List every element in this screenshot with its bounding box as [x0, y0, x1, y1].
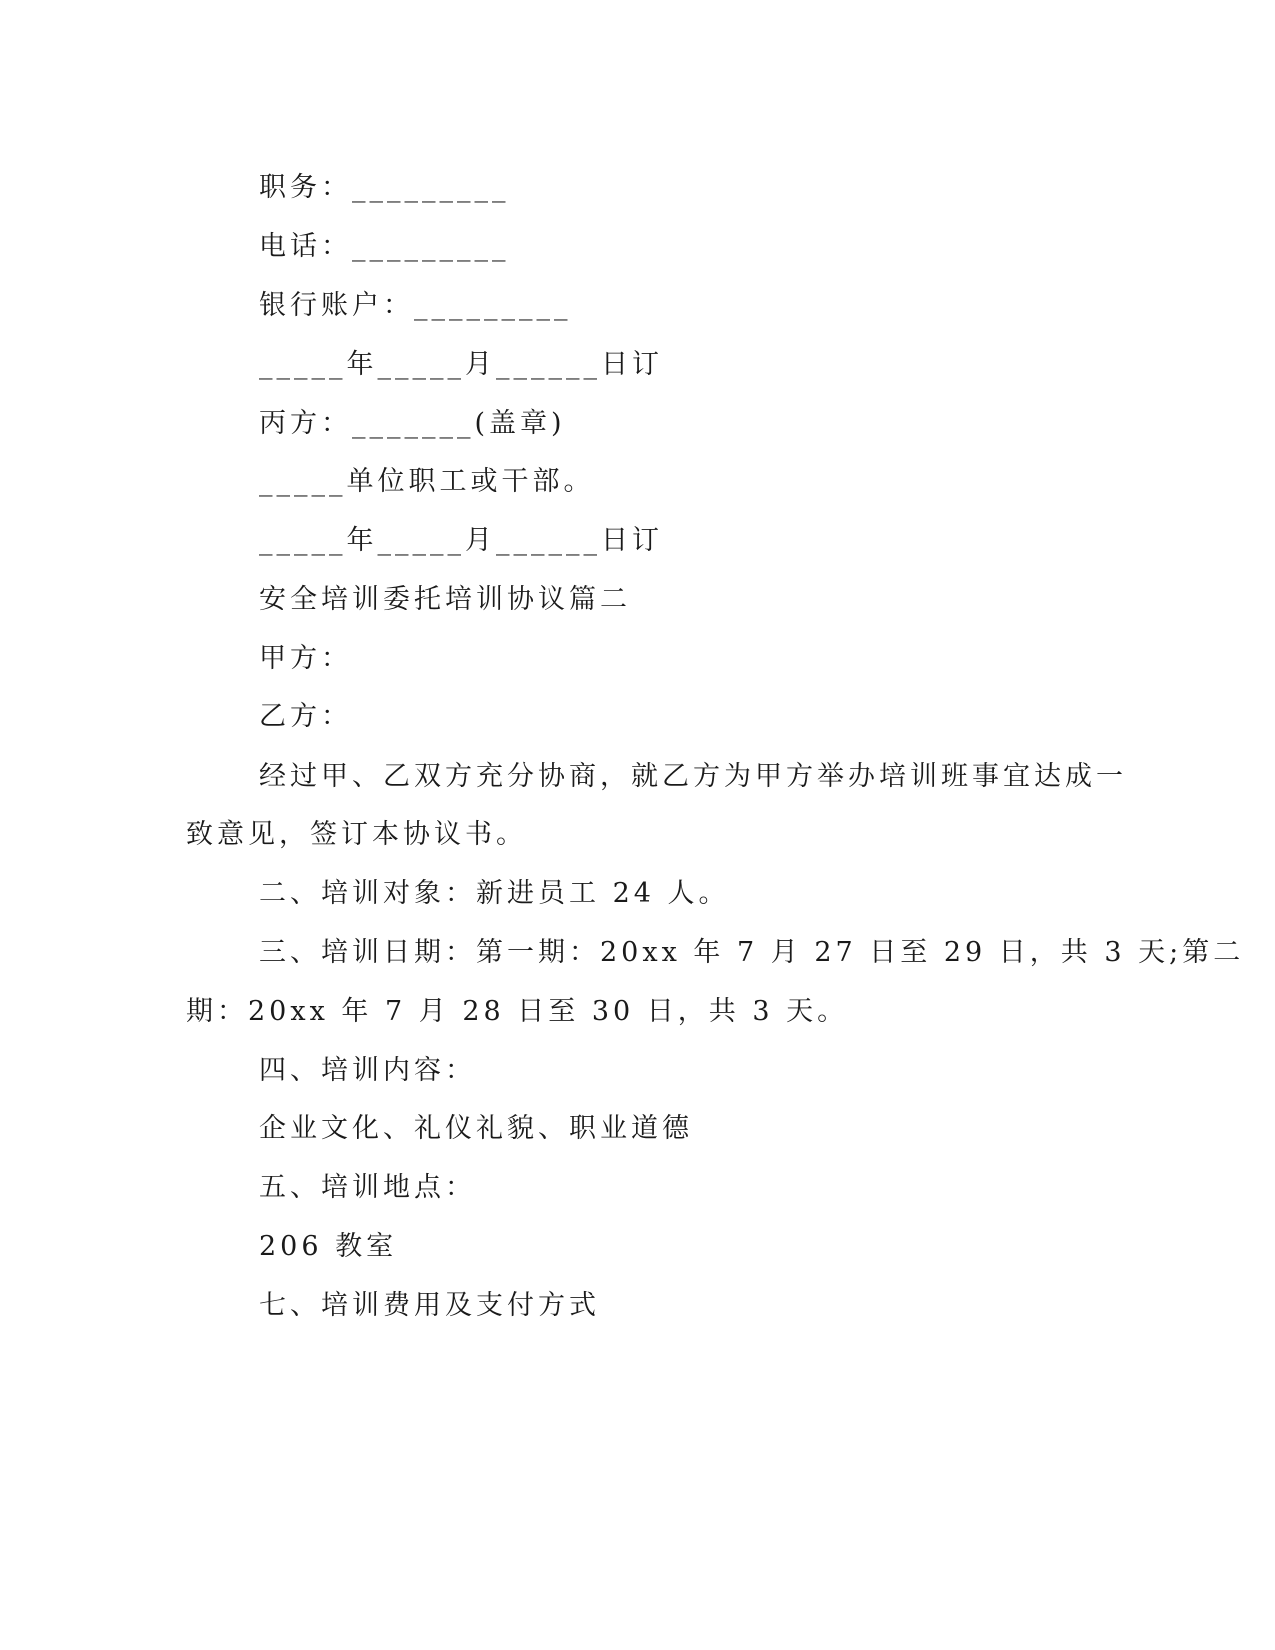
bank-account-field: 银行账户：_________	[259, 290, 572, 321]
training-date-line: 期：20xx 年 7 月 28 日至 30 日，共 3 天。	[186, 996, 849, 1027]
party-c-seal-line: 丙方：_______(盖章)	[259, 408, 566, 439]
unit-staff-line: _____单位职工或干部。	[259, 466, 595, 497]
training-content-text: 企业文化、礼仪礼貌、职业道德	[259, 1113, 693, 1144]
party-b-label: 乙方：	[259, 701, 352, 732]
training-location-text: 206 教室	[259, 1231, 398, 1262]
training-location-heading: 五、培训地点：	[259, 1172, 476, 1203]
date-line: _____年_____月______日订	[259, 349, 663, 380]
training-content-heading: 四、培训内容：	[259, 1055, 476, 1086]
section-title: 安全培训委托培训协议篇二	[259, 584, 631, 615]
paragraph-line: 致意见，签订本协议书。	[186, 819, 527, 850]
training-target-line: 二、培训对象：新进员工 24 人。	[259, 878, 730, 909]
party-a-label: 甲方：	[259, 643, 352, 674]
training-fee-heading: 七、培训费用及支付方式	[259, 1290, 600, 1321]
training-date-line: 三、培训日期：第一期：20xx 年 7 月 27 日至 29 日，共 3 天;第二	[259, 937, 1245, 968]
position-field: 职务：_________	[259, 172, 510, 203]
paragraph-line: 经过甲、乙双方充分协商，就乙方为甲方举办培训班事宜达成一	[259, 761, 1127, 792]
date-line: _____年_____月______日订	[259, 525, 663, 556]
phone-field: 电话：_________	[259, 231, 510, 262]
